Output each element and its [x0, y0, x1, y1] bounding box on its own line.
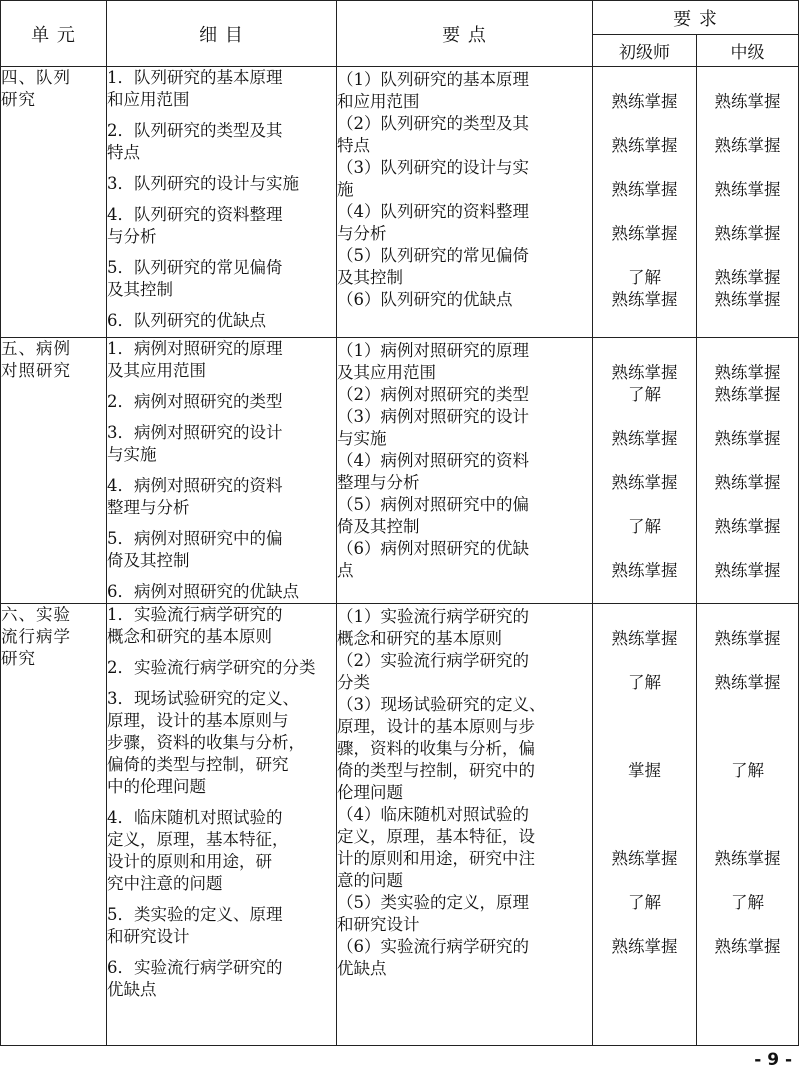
point-line: 特点: [337, 136, 370, 155]
detail-line: 1．实验流行病学研究的: [107, 605, 283, 624]
table-body: [1, 67, 799, 1046]
unit-cell: [1, 67, 107, 338]
point-line: （4）临床随机对照试验的: [337, 805, 529, 824]
header-unit: 单 元: [1, 1, 107, 67]
junior-requirement: 了解: [628, 385, 661, 404]
junior-requirement: [593, 870, 696, 892]
point-line: 及其应用范围: [337, 363, 436, 382]
junior-requirement: [593, 113, 696, 135]
intermediate-requirement-cell: [697, 67, 799, 338]
intermediate-requirement: 熟练掌握: [714, 385, 781, 404]
unit-line: 六、实验: [1, 605, 71, 624]
detail-item: [107, 957, 336, 1001]
point-line: 原理，设计的基本原则与步: [337, 717, 535, 736]
detail-line: 2．队列研究的类型及其: [107, 121, 283, 140]
intermediate-requirement-cell: [697, 338, 799, 604]
intermediate-requirement: 熟练掌握: [714, 136, 781, 155]
point-line: （1）病例对照研究的原理: [337, 341, 529, 360]
point-line: （5）类实验的定义，原理: [337, 893, 529, 912]
detail-line: 3．队列研究的设计与实施: [107, 174, 299, 193]
detail-item: [107, 310, 336, 332]
intermediate-requirement: 熟练掌握: [714, 629, 781, 648]
junior-requirement: 熟练掌握: [611, 290, 678, 309]
junior-requirement: [593, 804, 696, 826]
detail-line: 4．队列研究的资料整理: [107, 205, 283, 224]
unit-line: 五、病例: [1, 339, 71, 358]
detail-line: 步骤，资料的收集与分析，: [107, 733, 305, 752]
point-line: 优缺点: [337, 959, 387, 978]
intermediate-requirement: [697, 113, 798, 135]
intermediate-requirement: 熟练掌握: [714, 561, 781, 580]
unit-line: 研究: [1, 649, 36, 668]
page-number: - 9 -: [754, 1050, 792, 1070]
detail-line: 概念和研究的基本原则: [107, 627, 272, 646]
point-line: 定义，原理，基本特征，设: [337, 827, 535, 846]
junior-requirement: [593, 494, 696, 516]
unit-cell: [1, 338, 107, 604]
detail-line: 整理与分析: [107, 498, 190, 517]
junior-requirement: 掌握: [628, 761, 661, 780]
intermediate-requirement: 熟练掌握: [714, 673, 781, 692]
intermediate-requirement: 熟练掌握: [714, 363, 781, 382]
detail-item: [107, 120, 336, 164]
point-line: 倚的类型与控制，研究中的: [337, 761, 535, 780]
detail-line: 3．病例对照研究的设计: [107, 423, 283, 442]
intermediate-requirement: [697, 450, 798, 472]
junior-requirement: 熟练掌握: [611, 849, 678, 868]
point-line: （3）病例对照研究的设计: [337, 407, 529, 426]
detail-line: 1．病例对照研究的原理: [107, 339, 283, 358]
intermediate-requirement: [697, 958, 798, 980]
detail-line: 特点: [107, 143, 140, 162]
unit-cell: [1, 604, 107, 1046]
point-line: 点: [337, 561, 354, 580]
intermediate-requirement: [697, 870, 798, 892]
point-line: 倚及其控制: [337, 517, 420, 536]
junior-requirement: [593, 826, 696, 848]
junior-requirement: [593, 538, 696, 560]
detail-line: 4．临床随机对照试验的: [107, 808, 283, 827]
junior-requirement: [593, 694, 696, 716]
junior-requirement: 了解: [628, 517, 661, 536]
detail-line: 倚及其控制: [107, 551, 190, 570]
detail-line: 4．病例对照研究的资料: [107, 476, 283, 495]
junior-requirement: [593, 406, 696, 428]
detail-line: 与实施: [107, 445, 157, 464]
junior-requirement: 了解: [628, 268, 661, 287]
detail-line: 6．实验流行病学研究的: [107, 958, 283, 977]
junior-requirement: 了解: [628, 673, 661, 692]
point-line: （5）病例对照研究中的偏: [337, 495, 529, 514]
point-line: （3）现场试验研究的定义、: [337, 695, 546, 714]
junior-requirement: 熟练掌握: [611, 629, 678, 648]
detail-line: 偏倚的类型与控制，研究: [107, 755, 289, 774]
detail-line: 5．病例对照研究中的偏: [107, 529, 283, 548]
detail-item: [107, 688, 336, 798]
point-line: 伦理问题: [337, 783, 403, 802]
intermediate-requirement: [697, 201, 798, 223]
junior-requirement: 熟练掌握: [611, 92, 678, 111]
point-line: 分类: [337, 673, 370, 692]
point-line: （5）队列研究的常见偏倚: [337, 246, 529, 265]
point-line: （2）病例对照研究的类型: [337, 385, 529, 404]
header-row: [1, 1, 799, 35]
point-line: 概念和研究的基本原则: [337, 629, 502, 648]
intermediate-requirement: [697, 157, 798, 179]
intermediate-requirement: 了解: [731, 761, 764, 780]
junior-requirement: 熟练掌握: [611, 937, 678, 956]
detail-line: 和应用范围: [107, 90, 190, 109]
points-cell: [337, 67, 593, 338]
table-row: [1, 67, 799, 338]
point-line: （1）实验流行病学研究的: [337, 607, 529, 626]
detail-line: 定义，原理，基本特征，: [107, 830, 289, 849]
header-detail: 细 目: [107, 1, 337, 67]
detail-line: 和研究设计: [107, 927, 190, 946]
detail-line: 1．队列研究的基本原理: [107, 68, 283, 87]
point-line: 施: [337, 180, 354, 199]
intermediate-requirement: [697, 606, 798, 628]
detail-line: 3．现场试验研究的定义、: [107, 689, 299, 708]
detail-item: [107, 338, 336, 382]
detail-cell: [107, 67, 337, 338]
detail-line: 2．病例对照研究的类型: [107, 392, 283, 411]
intermediate-requirement: 熟练掌握: [714, 290, 781, 309]
intermediate-requirement: [697, 738, 798, 760]
intermediate-requirement: 熟练掌握: [714, 517, 781, 536]
intermediate-requirement: [697, 69, 798, 91]
intermediate-requirement: 熟练掌握: [714, 224, 781, 243]
detail-line: 5．类实验的定义、原理: [107, 905, 283, 924]
junior-requirement: 熟练掌握: [611, 180, 678, 199]
unit-line: 研究: [1, 90, 36, 109]
junior-requirement: [593, 245, 696, 267]
junior-requirement: 了解: [628, 893, 661, 912]
detail-item: [107, 475, 336, 519]
intermediate-requirement: 熟练掌握: [714, 473, 781, 492]
point-line: 和应用范围: [337, 92, 420, 111]
intermediate-requirement: 熟练掌握: [714, 849, 781, 868]
detail-item: [107, 604, 336, 648]
detail-line: 中的伦理问题: [107, 777, 206, 796]
junior-requirement: [593, 782, 696, 804]
detail-item: [107, 257, 336, 301]
points-cell: [337, 338, 593, 604]
point-line: 及其控制: [337, 268, 403, 287]
intermediate-requirement: 了解: [731, 893, 764, 912]
point-line: 和研究设计: [337, 915, 420, 934]
header-intermediate: 中级: [697, 35, 799, 67]
intermediate-requirement: [697, 650, 798, 672]
intermediate-requirement: [697, 245, 798, 267]
detail-line: 2．实验流行病学研究的分类: [107, 658, 316, 677]
junior-requirement: 熟练掌握: [611, 136, 678, 155]
point-line: （6）实验流行病学研究的: [337, 937, 529, 956]
junior-requirement: [593, 738, 696, 760]
point-line: 意的问题: [337, 871, 403, 890]
point-line: 骤，资料的收集与分析，偏: [337, 739, 535, 758]
detail-line: 与分析: [107, 227, 157, 246]
junior-requirement-cell: [593, 604, 697, 1046]
intermediate-requirement: 熟练掌握: [714, 937, 781, 956]
header-points: 要 点: [337, 1, 593, 67]
intermediate-requirement: [697, 538, 798, 560]
detail-item: [107, 422, 336, 466]
junior-requirement: [593, 69, 696, 91]
detail-item: [107, 904, 336, 948]
intermediate-requirement: [697, 914, 798, 936]
point-line: 整理与分析: [337, 473, 420, 492]
detail-cell: [107, 338, 337, 604]
detail-line: 及其应用范围: [107, 361, 206, 380]
header-requirement: 要 求: [593, 1, 799, 35]
detail-line: 优缺点: [107, 980, 157, 999]
intermediate-requirement: [697, 716, 798, 738]
junior-requirement: [593, 606, 696, 628]
junior-requirement: [593, 157, 696, 179]
intermediate-requirement-cell: [697, 604, 799, 1046]
intermediate-requirement: 熟练掌握: [714, 180, 781, 199]
detail-line: 究中注意的问题: [107, 874, 223, 893]
detail-line: 5．队列研究的常见偏倚: [107, 258, 283, 277]
point-line: （2）实验流行病学研究的: [337, 651, 529, 670]
detail-item: [107, 67, 336, 111]
junior-requirement: 熟练掌握: [611, 224, 678, 243]
header-junior: 初级师: [593, 35, 697, 67]
junior-requirement: 熟练掌握: [611, 429, 678, 448]
detail-item: [107, 807, 336, 895]
intermediate-requirement: [697, 804, 798, 826]
intermediate-requirement: [697, 406, 798, 428]
detail-line: 原理，设计的基本原则与: [107, 711, 289, 730]
point-line: 与实施: [337, 429, 387, 448]
table-row: [1, 338, 799, 604]
point-line: （6）病例对照研究的优缺: [337, 539, 529, 558]
intermediate-requirement: [697, 782, 798, 804]
unit-line: 四、队列: [1, 68, 71, 87]
detail-item: [107, 391, 336, 413]
detail-line: 及其控制: [107, 280, 173, 299]
unit-line: 流行病学: [1, 627, 71, 646]
junior-requirement: 熟练掌握: [611, 473, 678, 492]
junior-requirement: [593, 914, 696, 936]
intermediate-requirement: [697, 340, 798, 362]
junior-requirement: [593, 201, 696, 223]
junior-requirement: [593, 958, 696, 980]
point-line: （4）病例对照研究的资料: [337, 451, 529, 470]
unit-line: 对照研究: [1, 361, 71, 380]
detail-cell: [107, 604, 337, 1046]
junior-requirement: [593, 650, 696, 672]
junior-requirement: [593, 716, 696, 738]
intermediate-requirement: [697, 694, 798, 716]
junior-requirement-cell: [593, 338, 697, 604]
intermediate-requirement: [697, 826, 798, 848]
junior-requirement: 熟练掌握: [611, 363, 678, 382]
detail-line: 6．队列研究的优缺点: [107, 311, 266, 330]
table-row: [1, 604, 799, 1046]
junior-requirement: [593, 340, 696, 362]
detail-item: [107, 581, 336, 603]
point-line: （4）队列研究的资料整理: [337, 202, 529, 221]
detail-line: 6．病例对照研究的优缺点: [107, 582, 299, 601]
detail-item: [107, 528, 336, 572]
detail-item: [107, 657, 336, 679]
detail-line: 设计的原则和用途，研: [107, 852, 272, 871]
intermediate-requirement: 熟练掌握: [714, 429, 781, 448]
junior-requirement: [593, 450, 696, 472]
point-line: 与分析: [337, 224, 387, 243]
points-cell: [337, 604, 593, 1046]
detail-item: [107, 204, 336, 248]
junior-requirement: 熟练掌握: [611, 561, 678, 580]
intermediate-requirement: 熟练掌握: [714, 92, 781, 111]
intermediate-requirement: [697, 494, 798, 516]
junior-requirement-cell: [593, 67, 697, 338]
point-line: （2）队列研究的类型及其: [337, 114, 529, 133]
point-line: （1）队列研究的基本原理: [337, 70, 529, 89]
detail-item: [107, 173, 336, 195]
point-line: （6）队列研究的优缺点: [337, 290, 513, 309]
point-line: 计的原则和用途，研究中注: [337, 849, 535, 868]
point-line: （3）队列研究的设计与实: [337, 158, 529, 177]
intermediate-requirement: 熟练掌握: [714, 268, 781, 287]
